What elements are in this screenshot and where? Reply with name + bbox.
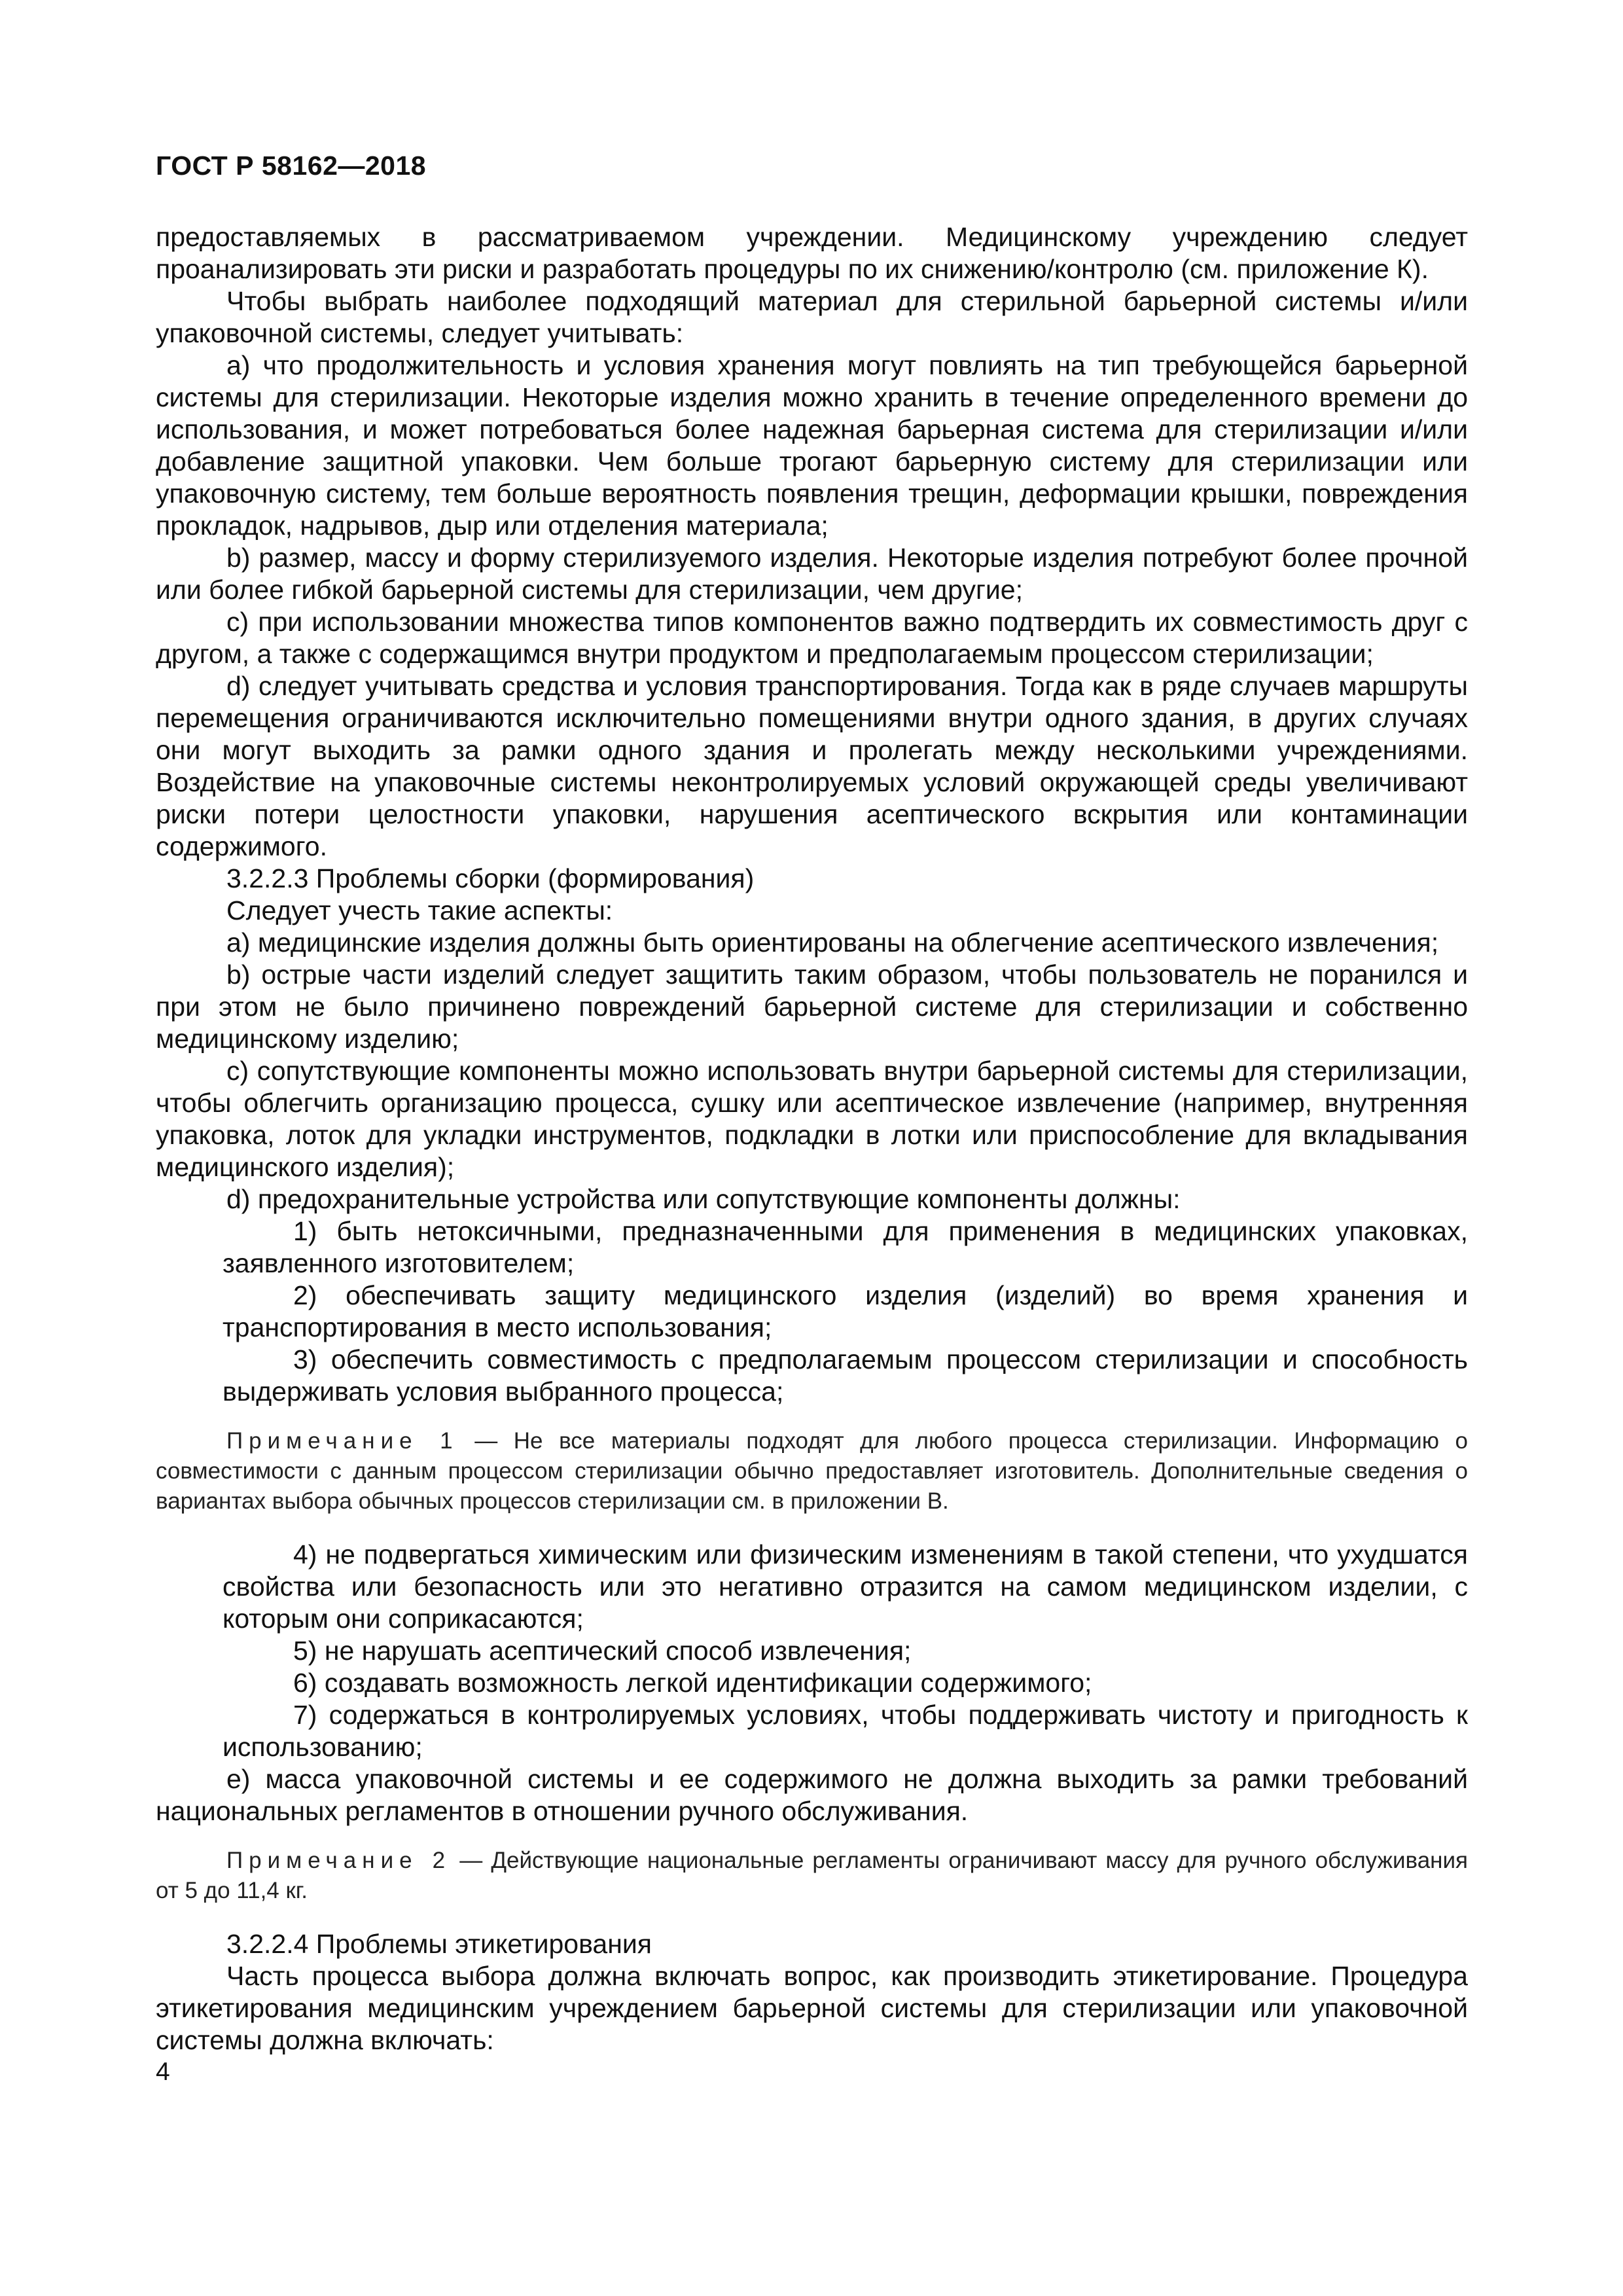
- note-text: — Не все материалы подходят для любого процесса стерилизации. Информацию о совместимости с данным процессом стерилизации обычно предоставляет изготовитель. Дополнительные сведения о вариантах выбора обычных процессов стерилизации см. в приложении В.: [156, 1428, 1468, 1514]
- section-heading-3-2-2-3: 3.2.2.3 Проблемы сборки (формирования): [226, 863, 755, 893]
- sub-list-item-6: 6) создавать возможность легкой идентификации содержимого;: [293, 1668, 1092, 1698]
- paragraph: Следует учесть такие аспекты:: [226, 895, 613, 925]
- list-item-b: b) острые части изделий следует защитить таким образом, чтобы пользователь не поранился и при этом не было причинено повреждений барьерной системе для стерилизации и собственно медицинскому изделию;: [156, 960, 1468, 1054]
- list-item-a: а) что продолжительность и условия хранения могут повлиять на тип требующейся барьерной системы для стерилизации. Некоторые изделия можно хранить в течение определенного времени до использования, и может потребоваться более надежная барьерная система для стерилизации и/или добавление защитной упаковки. Чем больше трогают барьерную систему для стерилизации или упаковочную систему, тем больше вероятность появления трещин, деформации крышки, повреждения прокладок, надрывов, дыр или отделения материала;: [156, 350, 1468, 541]
- list-item-e: e) масса упаковочной системы и ее содержимого не должна выходить за рамки требований национальных регламентов в отношении ручного обслуживания.: [156, 1764, 1468, 1826]
- sub-list-item-2: 2) обеспечивать защиту медицинского изделия (изделий) во время хранения и транспортирования в место использования;: [223, 1280, 1468, 1342]
- paragraph: Чтобы выбрать наиболее подходящий материал для стерильной барьерной системы и/или упаковочной системы, следует учитывать:: [156, 286, 1468, 348]
- list-item-d: d) предохранительные устройства или сопутствующие компоненты должны:: [226, 1184, 1181, 1214]
- list-item-c: c) при использовании множества типов компонентов важно подтвердить их совместимость друг с другом, а также с содержащимся внутри продуктом и предполагаемым процессом стерилизации;: [156, 607, 1468, 669]
- paragraph: предоставляемых в рассматриваемом учреждении. Медицинскому учреждению следует проанализировать эти риски и разработать процедуры по их снижению/контролю (см. приложение К).: [156, 222, 1468, 284]
- list-item-d: d) следует учитывать средства и условия транспортирования. Тогда как в ряде случаев маршруты перемещения ограничиваются исключительно помещениями внутри одного здания, в других случаях они могут выходить за рамки одного здания и пролегать между несколькими учреждениями. Воздействие на упаковочные системы неконтролируемых условий окружающей среды увеличивают риски потери целостности упаковки, нарушения асептического вскрытия или контаминации содержимого.: [156, 671, 1468, 861]
- sub-list-item-3: 3) обеспечить совместимость с предполагаемым процессом стерилизации и способность выдерживать условия выбранного процесса;: [223, 1344, 1468, 1407]
- note-label: Примечание 2: [226, 1848, 452, 1873]
- section-heading-3-2-2-4: 3.2.2.4 Проблемы этикетирования: [226, 1929, 652, 1959]
- sub-list-item-1: 1) быть нетоксичными, предназначенными для применения в медицинских упаковках, заявленного изготовителем;: [223, 1216, 1468, 1278]
- list-item-a: а) медицинские изделия должны быть ориентированы на облегчение асептического извлечения;: [226, 927, 1439, 958]
- list-item-c: c) сопутствующие компоненты можно использовать внутри барьерной системы для стерилизации, чтобы облегчить организацию процесса, сушку или асептическое извлечение (например, внутренняя упаковка, лоток для укладки инструментов, подкладки в лотки или приспособление для вкладывания медицинского изделия);: [156, 1056, 1468, 1182]
- sub-list-item-5: 5) не нарушать асептический способ извлечения;: [293, 1636, 912, 1666]
- note-text: — Действующие национальные регламенты ограничивают массу для ручного обслуживания от 5 до 11,4 кг.: [156, 1848, 1468, 1903]
- document-header: ГОСТ Р 58162—2018: [156, 151, 427, 181]
- page-number: 4: [156, 2058, 170, 2086]
- list-item-b: b) размер, массу и форму стерилизуемого изделия. Некоторые изделия потребуют более прочной или более гибкой барьерной системы для стерилизации, чем другие;: [156, 543, 1468, 605]
- document-body: [156, 221, 1468, 2056]
- sub-list-item-7: 7) содержаться в контролируемых условиях, чтобы поддерживать чистоту и пригодность к использованию;: [223, 1700, 1468, 1762]
- sub-list-item-4: 4) не подвергаться химическим или физическим изменениям в такой степени, что ухудшатся свойства или безопасность или это негативно отразится на самом медицинском изделии, с которым они соприкасаются;: [223, 1539, 1468, 1634]
- note-1: [156, 1426, 1468, 1516]
- paragraph: Часть процесса выбора должна включать вопрос, как производить этикетирование. Процедура этикетирования медицинским учреждением барьерной системы для стерилизации или упаковочной системы должна включать:: [156, 1961, 1468, 2055]
- note-label: Примечание 1: [226, 1428, 459, 1454]
- note-2: [156, 1846, 1468, 1906]
